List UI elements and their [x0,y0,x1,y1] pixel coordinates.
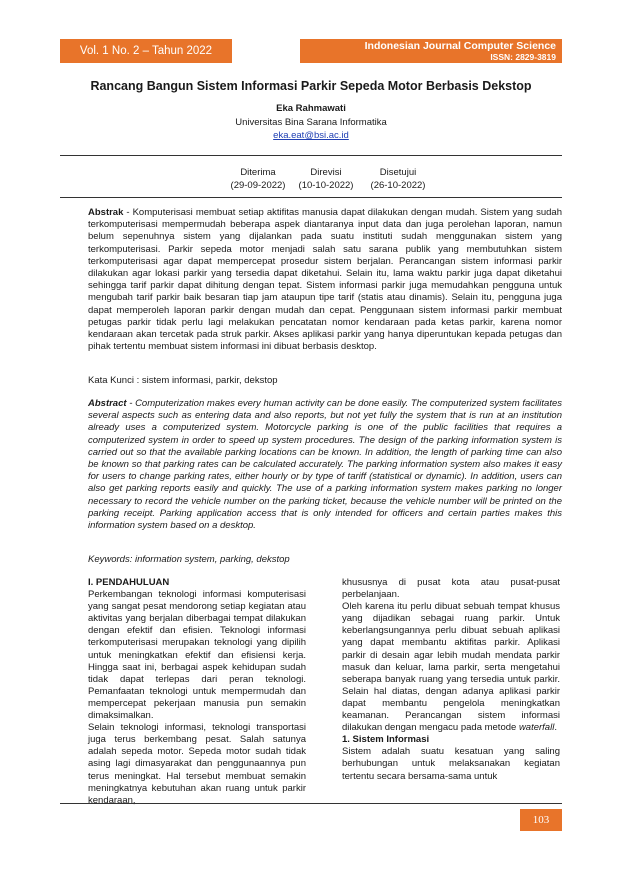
abstrak-label: Abstrak [88,207,124,218]
abstract-en-text: - Computerization makes every human activity can be done easily. The computerized system facilitates several aspects such as entering data and also reports, but not yet fully the system that is run at an institution already uses a computerized system. Motorcycle parking is one of the public facilities that requires a computerized system in order to speed up system procedures. The design of the parking information system is carried out so that the available parking locations can be known. In addition, the length of parking time can also be known so that parking rates can be calculated accurately. The parking information system also makes it easy for users to change parking rates, either hourly or by type of tariff (statistical or dynamic). In addition, users can also get parking reports easily and quickly. The use of a parking information system makes parking no longer necessary to record the vehicle number on the parking ticket, because the vehicle number will be printed on the parking receipt. Parking application access that is only intended for officers and certain parties makes this information system based on a desktop. [88,398,562,532]
page-number: 103 [520,809,562,831]
body-paragraph: Sistem adalah suatu kesatuan yang saling berhubungan untuk melaksanakan kegiatan tertentu secara bersama-sama untuk [342,746,560,782]
date-label: Direvisi [310,167,342,178]
date-accepted [358,166,438,192]
volume-badge: Vol. 1 No. 2 – Tahun 2022 [60,39,232,63]
date-value: (10-10-2022) [298,180,354,191]
right-column [342,577,560,783]
date-label: Disetujui [379,167,417,178]
divider-top [60,155,562,156]
abstrak-paragraph [88,207,562,353]
section-heading: I. PENDAHULUAN [88,577,170,588]
abstract-en-paragraph [88,398,562,532]
abstrak-text: - Komputerisasi membuat setiap aktifitas manusia dapat dilakukan dengan mudah. Sistem yang sudah terkomputerisasi mempermudah beberapa aspek diantaranya input data dan juga perolehan laporan, namun belum sepenuhnya sistem yang dijalankan pada suatu instituti sudah menggunakan sistem yang terkomputerisasi. Parkir sepeda motor menjadi salah satu sarana publik yang membutuhkan sistem terkomputerisasi agar dapat mempercepat prosedur sistem berjalan. Perancangan sistem informasi parkir dilakukan agar lokasi parkir yang tersedia dapat diketahui. Selain itu, lama waktu parkir juga dapat diketahui sehingga tarif parkir dapat dihitung dengan tepat. Sistem informasi parkir juga memudahkan pengguna untuk mengubah tarif parkir baik besaran tiap jam ataupun tipe tarif (statis atau dinamis). Selain itu, pengguna juga dapat memperoleh laporan parkir dengan mudah dan cepat. Penggunaan sistem informasi parkir membuat petugas parkir tidak perlu lagi melakukan pencatatan nomor kendaraan pada ketas parkir, karena nomor kendaraan akan tercetak pada struk parkir. Akses aplikasi parkir yang hanya diperuntukan kepada petugas dan pihak tertentu membuat sistem informasi ini dibuat berbasis desktop. [88,207,562,353]
author-email-link[interactable]: eka.eat@bsi.ac.id [273,130,349,141]
date-value: (26-10-2022) [370,180,426,191]
journal-name: Indonesian Journal Computer Science [364,40,556,52]
author-affiliation: Universitas Bina Sarana Informatika [235,117,387,128]
body-text: . [554,722,557,734]
date-label: Diterima [240,167,276,178]
abstract-en-label: Abstract [88,398,127,409]
body-paragraph: Selain teknologi informasi, teknologi transportasi juga terus berkembang pesat. Salah satunya adalah sepeda motor. Sepeda motor sudah tidak asing lagi dimasyarakat dan penggunaannya pun terus meningkat. Hal tersebut membuat semakin meningkatnya kebutuhan akan ruang untuk parkir kendaraan, [88,722,306,806]
kata-kunci: Kata Kunci : sistem informasi, parkir, dekstop [88,375,278,386]
paper-title: Rancang Bangun Sistem Informasi Parkir Sepeda Motor Berbasis Dekstop [90,79,532,93]
body-text-italic: waterfall [518,722,555,734]
divider-dates [60,197,562,198]
body-paragraph [342,601,560,734]
body-paragraph: khususnya di pusat kota atau pusat-pusat perbelanjaan. [342,577,560,601]
keywords-en: Keywords: information system, parking, dekstop [88,554,290,565]
body-text: Oleh karena itu perlu dibuat sebuah tempat khusus yang dijadikan sebagai ruang parkir. Untuk keberlangsungannya perlu dibuat sebuah aplikasi yang dapat membantu aktifitas parkir. Aplikasi parkir di desain agar lebih mudah mendata parkir masuk dan keluar, lama parkir, serta mengetahui seberapa banyak ruang yang tersedia untuk parkir. Selain hal diatas, dengan adanya aplikasi parkir dapat membantu pengelola meningkatkan keamanan. Perancangan sistem informasi dilakukan dengan mengacu pada metode [342,601,560,734]
date-revised [286,166,366,192]
divider-bottom [60,803,562,804]
date-value: (29-09-2022) [230,180,286,191]
journal-banner [300,39,562,63]
left-column [88,577,306,807]
author-name: Eka Rahmawati [276,103,346,114]
body-paragraph: Perkembangan teknologi informasi komputerisasi yang sangat pesat mendorong setiap kegiatan atau aktivitas yang berjalan diberbagai tempat dilakukan dengan efektif dan efisien. Teknologi informasi terkomputerisasi merupakan teknologi yang dipilih untuk meningkatkan efektif dan efisiensi kerja. Hingga saat ini, berbagai aspek kehidupan sudah tidak dapat terlepas dari peran teknologi. Pemanfaatan teknologi untuk mempermudah dan mempercepat pekerjaan manusia pun semakin dimaksimalkan. [88,589,306,722]
subsection-heading: 1. Sistem Informasi [342,734,430,746]
journal-issn: ISSN: 2829-3819 [490,52,556,62]
